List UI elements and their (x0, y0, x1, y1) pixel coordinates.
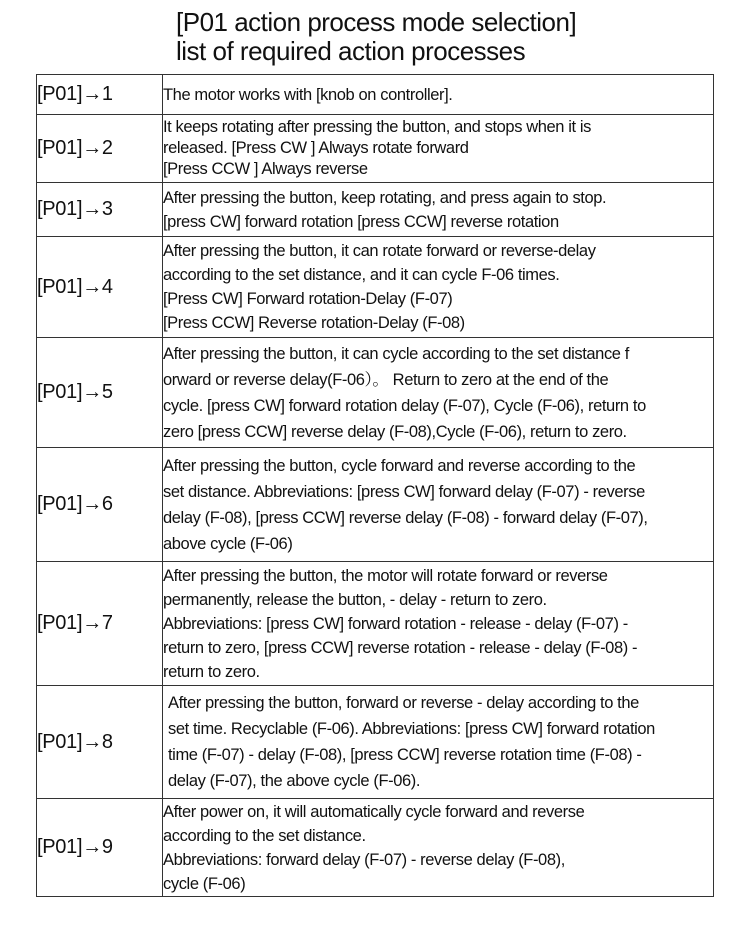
mode-cell: [P01]→1 (37, 75, 163, 115)
table-row (37, 686, 714, 799)
table-row (37, 562, 714, 686)
description-cell (163, 237, 714, 338)
description-line: delay (F-08), [press CCW] reverse delay (F-08) - forward delay (F-07), (163, 508, 648, 527)
description-line: [Press CCW] Reverse rotation-Delay (F-08) (163, 314, 465, 332)
description-line: permanently, release the button, - delay - return to zero. (163, 590, 547, 609)
description-line: return to zero, [press CCW] reverse rotation - release - delay (F-08) - (163, 638, 638, 657)
description-line: After pressing the button, it can cycle according to the set distance f (163, 344, 629, 363)
description-line: Abbreviations: forward delay (F-07) - reverse delay (F-08), (163, 850, 565, 869)
mode-cell: [P01]→4 (37, 237, 163, 338)
process-mode-table (36, 74, 714, 897)
description-line: zero [press CCW] reverse delay (F-08),Cycle (F-06), return to zero. (163, 422, 627, 441)
title-line-1: [P01 action process mode selection] (176, 7, 577, 37)
mode-cell: [P01]→5 (37, 338, 163, 448)
description-cell (163, 799, 714, 897)
mode-cell: [P01]→2 (37, 115, 163, 183)
table-row (37, 237, 714, 338)
mode-cell: [P01]→3 (37, 183, 163, 237)
description-line: Abbreviations: [press CW] forward rotation - release - delay (F-07) - (163, 614, 628, 633)
description-line: After pressing the button, forward or reverse - delay according to the (168, 694, 639, 712)
description-line: delay (F-07), the above cycle (F-06). (168, 772, 421, 790)
description-line: [Press CW] Forward rotation-Delay (F-07) (163, 290, 453, 308)
description-line: After pressing the button, keep rotating, and press again to stop. (163, 188, 607, 207)
description-line: above cycle (F-06) (163, 534, 293, 553)
description-line: [press CW] forward rotation [press CCW] reverse rotation (163, 212, 559, 231)
table-row (37, 799, 714, 897)
mode-cell: [P01]→9 (37, 799, 163, 897)
table-row (37, 448, 714, 562)
description-line: orward or reverse delay(F-06）。 Return to zero at the end of the (163, 370, 609, 389)
description-cell (163, 448, 714, 562)
description-line: After pressing the button, the motor will rotate forward or reverse (163, 566, 608, 585)
description-line: return to zero. (163, 662, 260, 681)
description-line: released. [Press CW ] Always rotate forward (163, 139, 469, 157)
table-row (37, 75, 714, 115)
title-block (176, 8, 736, 66)
description-line: After pressing the button, it can rotate forward or reverse-delay (163, 242, 596, 260)
table-row (37, 115, 714, 183)
mode-cell: [P01]→7 (37, 562, 163, 686)
description-cell (163, 338, 714, 448)
description-line: according to the set distance. (163, 826, 366, 845)
mode-cell: [P01]→8 (37, 686, 163, 799)
description-cell (163, 183, 714, 237)
description-line: set distance. Abbreviations: [press CW] forward delay (F-07) - reverse (163, 482, 645, 501)
description-line: After pressing the button, cycle forward and reverse according to the (163, 456, 636, 475)
description-line: set time. Recyclable (F-06). Abbreviations: [press CW] forward rotation (168, 720, 655, 738)
description-line: It keeps rotating after pressing the button, and stops when it is (163, 118, 592, 136)
description-line: The motor works with [knob on controller]. (163, 85, 453, 104)
description-line: [Press CCW ] Always reverse (163, 160, 368, 178)
description-cell (163, 115, 714, 183)
description-line: cycle. [press CW] forward rotation delay (F-07), Cycle (F-06), return to (163, 396, 646, 415)
description-line: according to the set distance, and it can cycle F-06 times. (163, 266, 560, 284)
description-line: cycle (F-06) (163, 874, 246, 893)
description-line: After power on, it will automatically cycle forward and reverse (163, 802, 585, 821)
table-row (37, 183, 714, 237)
description-cell (163, 562, 714, 686)
description-line: time (F-07) - delay (F-08), [press CCW] reverse rotation time (F-08) - (168, 746, 642, 764)
title-line-2: list of required action processes (176, 36, 526, 66)
mode-cell: [P01]→6 (37, 448, 163, 562)
table-row (37, 338, 714, 448)
description-cell (163, 75, 714, 115)
description-cell (163, 686, 714, 799)
